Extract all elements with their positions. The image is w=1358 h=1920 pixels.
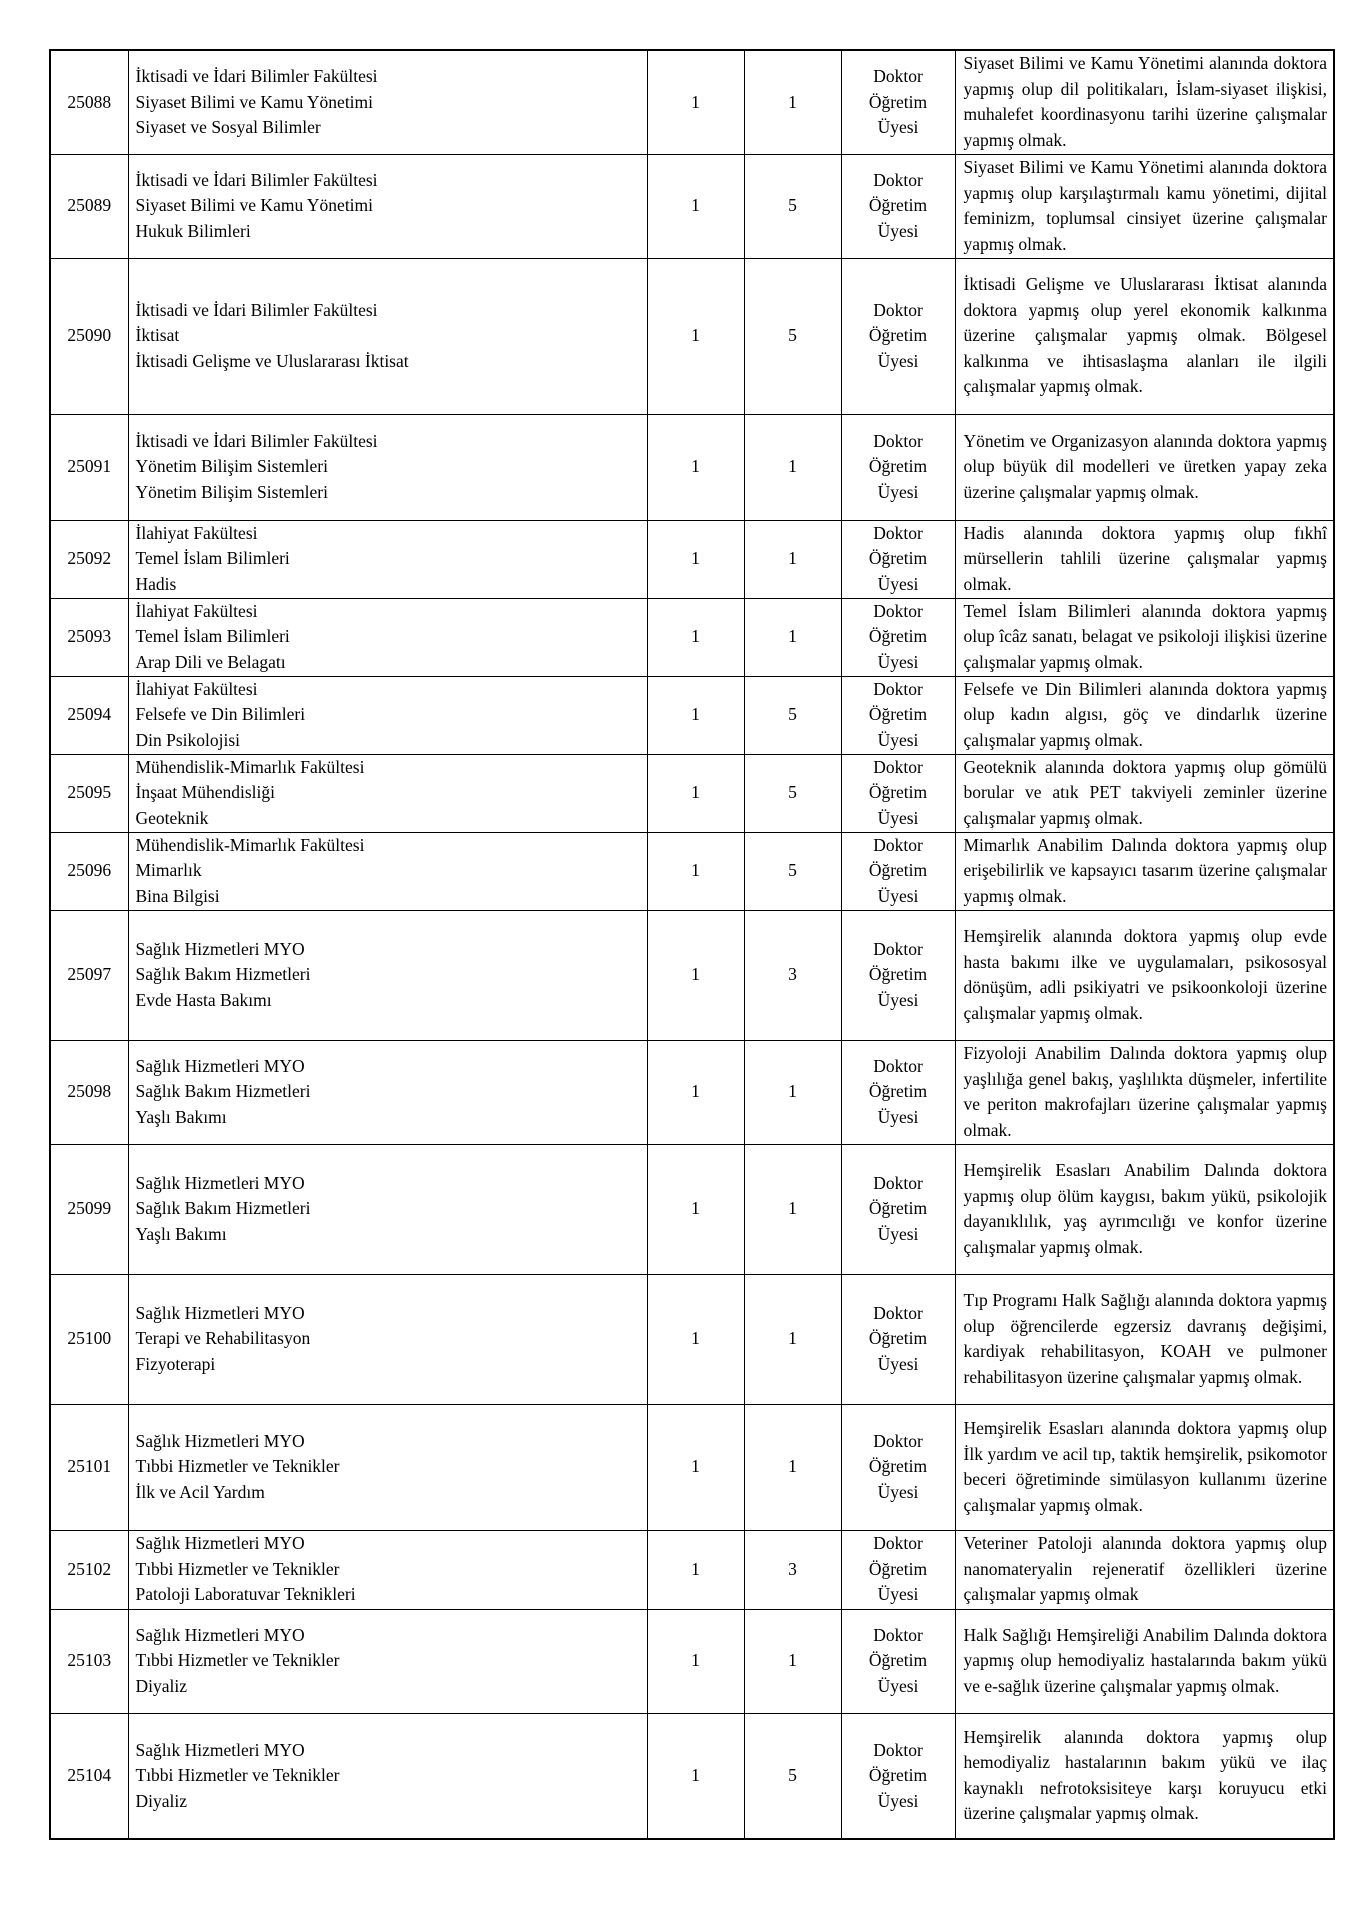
faculty-name: İktisadi ve İdari Bilimler Fakültesi (135, 66, 378, 86)
ilan-code-cell: 25100 (50, 1274, 128, 1404)
division-name: Diyaliz (135, 1675, 188, 1696)
requirement-cell: Geoteknik alanında doktora yapmış olup gömülü borular ve atık PET takviyeli zeminler üzerine çalışmalar yapmış olmak. (955, 754, 1334, 832)
table-row (50, 1274, 1334, 1404)
department-name: Sağlık Bakım Hizmetleri (135, 964, 311, 985)
count-cell: 1 (647, 1144, 744, 1274)
count-cell: 1 (647, 676, 744, 754)
division-name: Bina Bilgisi (135, 885, 220, 906)
faculty-name: Sağlık Hizmetleri MYO (135, 1533, 305, 1554)
title-line-1: Doktor (873, 756, 923, 777)
requirement-cell: Felsefe ve Din Bilimleri alanında doktora yapmış olup kadın algısı, göç ve dindarlık üzerine çalışmalar yapmış olmak. (955, 676, 1334, 754)
department-name: Sağlık Bakım Hizmetleri (135, 1198, 311, 1219)
faculty-name: Sağlık Hizmetleri MYO (135, 1302, 305, 1323)
title-line-3: Üyesi (877, 1353, 919, 1374)
ilan-code-cell: 25094 (50, 676, 128, 754)
department-name: Sağlık Bakım Hizmetleri (135, 1081, 311, 1102)
title-line-2: Öğretim (868, 1198, 928, 1219)
position-table (49, 49, 1335, 1840)
requirement-cell: Hemşirelik alanında doktora yapmış olup hemodiyaliz hastalarının bakım yükü ve ilaç kaynaklı nefrotoksisiteye karşı koruyucu etki üzerine çalışmalar yapmış olmak. (955, 1713, 1334, 1839)
faculty-name: İktisadi ve İdari Bilimler Fakültesi (135, 299, 378, 320)
degree-level-cell: 5 (744, 754, 841, 832)
title-line-1: Doktor (873, 1430, 923, 1451)
title-line-2: Öğretim (868, 860, 928, 881)
title-line-2: Öğretim (868, 456, 928, 477)
division-name: Evde Hasta Bakımı (135, 989, 272, 1010)
degree-level-cell: 1 (744, 50, 841, 154)
division-name: Hukuk Bilimleri (135, 220, 251, 241)
unit-cell (128, 154, 647, 258)
division-name: Geoteknik (135, 807, 209, 828)
faculty-name: İktisadi ve İdari Bilimler Fakültesi (135, 430, 378, 451)
faculty-name: İlahiyat Fakültesi (135, 678, 258, 699)
requirement-cell: Siyaset Bilimi ve Kamu Yönetimi alanında doktora yapmış olup dil politikaları, İslam-siyaset ilişkisi, muhalefet koordinasyonu tarihi üzerine çalışmalar yapmış olmak. (955, 50, 1334, 154)
count-cell: 1 (647, 1040, 744, 1144)
ilan-code-cell: 25088 (50, 50, 128, 154)
title-line-1: Doktor (873, 1302, 923, 1323)
ilan-code-cell: 25092 (50, 520, 128, 598)
title-cell (841, 258, 955, 414)
count-cell: 1 (647, 598, 744, 676)
title-cell (841, 1404, 955, 1530)
requirement-cell: Mimarlık Anabilim Dalında doktora yapmış olup erişebilirlik ve kapsayıcı tasarım üzerine çalışmalar yapmış olmak. (955, 832, 1334, 910)
faculty-name: İlahiyat Fakültesi (135, 522, 258, 543)
unit-cell (128, 520, 647, 598)
title-cell (841, 520, 955, 598)
title-line-3: Üyesi (877, 885, 919, 906)
unit-cell (128, 1530, 647, 1609)
division-name: Hadis (135, 573, 177, 594)
title-line-3: Üyesi (877, 220, 919, 241)
requirement-cell: Yönetim ve Organizasyon alanında doktora yapmış olup büyük dil modelleri ve üretken yapay zeka üzerine çalışmalar yapmış olmak. (955, 414, 1334, 520)
degree-level-cell: 1 (744, 1404, 841, 1530)
requirement-cell: Temel İslam Bilimleri alanında doktora yapmış olup îcâz sanatı, belagat ve psikoloji ilişkisi üzerine çalışmalar yapmış olmak. (955, 598, 1334, 676)
ilan-code-cell: 25102 (50, 1530, 128, 1609)
requirement-cell: Hemşirelik Esasları alanında doktora yapmış olup İlk yardım ve acil tıp, taktik hemşirelik, psikomotor beceri öğretiminde simülasyon kullanımı üzerine çalışmalar yapmış olmak. (955, 1404, 1334, 1530)
requirement-cell: Hemşirelik alanında doktora yapmış olup evde hasta bakımı ilke ve uygulamaları, psikososyal dönüşüm, adli psikiyatri ve psikoonkoloji üzerine çalışmalar yapmış olmak. (955, 910, 1334, 1040)
division-name: Diyaliz (135, 1790, 188, 1811)
degree-level-cell: 1 (744, 520, 841, 598)
title-line-3: Üyesi (877, 1223, 919, 1244)
table-row (50, 414, 1334, 520)
faculty-name: Sağlık Hizmetleri MYO (135, 1172, 305, 1193)
unit-cell (128, 1713, 647, 1839)
degree-level-cell: 1 (744, 1609, 841, 1713)
department-name: Siyaset Bilimi ve Kamu Yönetimi (135, 91, 374, 112)
division-name: Fizyoterapi (135, 1353, 216, 1374)
degree-level-cell: 1 (744, 414, 841, 520)
division-name: İlk ve Acil Yardım (135, 1481, 265, 1502)
title-cell (841, 1713, 955, 1839)
title-line-3: Üyesi (877, 989, 919, 1010)
department-name: Tıbbi Hizmetler ve Teknikler (135, 1650, 340, 1671)
division-name: Siyaset ve Sosyal Bilimler (135, 117, 321, 137)
division-name: Yaşlı Bakımı (135, 1106, 227, 1127)
title-line-3: Üyesi (877, 1106, 919, 1127)
title-line-1: Doktor (873, 834, 923, 855)
division-name: Arap Dili ve Belagatı (135, 651, 286, 672)
title-line-3: Üyesi (877, 481, 919, 502)
degree-level-cell: 1 (744, 598, 841, 676)
title-line-3: Üyesi (877, 350, 919, 371)
count-cell: 1 (647, 154, 744, 258)
ilan-code-cell: 25104 (50, 1713, 128, 1839)
table-row (50, 520, 1334, 598)
title-line-3: Üyesi (877, 573, 919, 594)
faculty-name: İktisadi ve İdari Bilimler Fakültesi (135, 169, 378, 190)
faculty-name: Mühendislik-Mimarlık Fakültesi (135, 834, 365, 855)
table-row (50, 598, 1334, 676)
title-cell (841, 1609, 955, 1713)
count-cell: 1 (647, 832, 744, 910)
department-name: Tıbbi Hizmetler ve Teknikler (135, 1456, 340, 1477)
title-line-3: Üyesi (877, 117, 919, 137)
title-line-1: Doktor (873, 1055, 923, 1076)
table-row (50, 1144, 1334, 1274)
ilan-code-cell: 25093 (50, 598, 128, 676)
table-row (50, 1713, 1334, 1839)
title-line-3: Üyesi (877, 1790, 919, 1811)
degree-level-cell: 1 (744, 1144, 841, 1274)
count-cell: 1 (647, 754, 744, 832)
title-line-3: Üyesi (877, 1584, 919, 1605)
department-name: Tıbbi Hizmetler ve Teknikler (135, 1558, 340, 1579)
table-row (50, 1404, 1334, 1530)
count-cell: 1 (647, 1404, 744, 1530)
title-line-2: Öğretim (868, 704, 928, 725)
count-cell: 1 (647, 1713, 744, 1839)
requirement-cell: Hadis alanında doktora yapmış olup fıkhî mürsellerin tahlili üzerine çalışmalar yapmış olmak. (955, 520, 1334, 598)
title-cell (841, 414, 955, 520)
title-cell (841, 1040, 955, 1144)
degree-level-cell: 1 (744, 1040, 841, 1144)
title-line-1: Doktor (873, 1624, 923, 1645)
table-row (50, 258, 1334, 414)
title-cell (841, 1144, 955, 1274)
department-name: Terapi ve Rehabilitasyon (135, 1328, 311, 1349)
title-line-2: Öğretim (868, 782, 928, 803)
unit-cell (128, 1274, 647, 1404)
title-line-2: Öğretim (868, 1558, 928, 1579)
unit-cell (128, 598, 647, 676)
unit-cell (128, 1040, 647, 1144)
ilan-code-cell: 25098 (50, 1040, 128, 1144)
title-cell (841, 1274, 955, 1404)
requirement-cell: Halk Sağlığı Hemşireliği Anabilim Dalında doktora yapmış olup hemodiyaliz hastalarında bakım yükü ve e-sağlık üzerine çalışmalar yapmış olmak. (955, 1609, 1334, 1713)
table-row (50, 154, 1334, 258)
degree-level-cell: 5 (744, 676, 841, 754)
ilan-code-cell: 25097 (50, 910, 128, 1040)
department-name: İktisat (135, 325, 180, 346)
unit-cell (128, 754, 647, 832)
title-line-2: Öğretim (868, 626, 928, 647)
ilan-code-cell: 25089 (50, 154, 128, 258)
faculty-name: Sağlık Hizmetleri MYO (135, 1055, 305, 1076)
requirement-cell: Fizyoloji Anabilim Dalında doktora yapmış olup yaşlılığa genel bakış, yaşlılıkta düşmeler, infertilite ve periton makrofajları üzerine çalışmalar yapmış olmak. (955, 1040, 1334, 1144)
ilan-code-cell: 25091 (50, 414, 128, 520)
department-name: Temel İslam Bilimleri (135, 626, 290, 647)
degree-level-cell: 5 (744, 1713, 841, 1839)
department-name: Temel İslam Bilimleri (135, 548, 290, 569)
title-line-2: Öğretim (868, 91, 928, 112)
title-cell (841, 754, 955, 832)
table-row (50, 1530, 1334, 1609)
title-line-2: Öğretim (868, 1081, 928, 1102)
title-line-2: Öğretim (868, 195, 928, 216)
department-name: Felsefe ve Din Bilimleri (135, 704, 306, 725)
requirement-cell: Tıp Programı Halk Sağlığı alanında doktora yapmış olup öğrencilerde egzersiz davranış değişimi, kardiyak rehabilitasyon, KOAH ve pulmoner rehabilitasyon üzerine çalışmalar yapmış olmak. (955, 1274, 1334, 1404)
ilan-code-cell: 25099 (50, 1144, 128, 1274)
count-cell: 1 (647, 1609, 744, 1713)
division-name: Din Psikolojisi (135, 729, 241, 750)
requirement-cell: Veteriner Patoloji alanında doktora yapmış olup nanomateryalin rejeneratif özellikleri üzerine çalışmalar yapmış olmak (955, 1530, 1334, 1609)
title-line-1: Doktor (873, 299, 923, 320)
document-page (49, 49, 1333, 1840)
ilan-code-cell: 25101 (50, 1404, 128, 1530)
table-row (50, 832, 1334, 910)
department-name: Yönetim Bilişim Sistemleri (135, 456, 328, 477)
title-line-3: Üyesi (877, 807, 919, 828)
requirement-cell: Hemşirelik Esasları Anabilim Dalında doktora yapmış olup ölüm kaygısı, bakım yükü, psikolojik dayanıklılık, yaş ayrımcılığı ve konfor üzerine çalışmalar yapmış olmak. (955, 1144, 1334, 1274)
count-cell: 1 (647, 520, 744, 598)
faculty-name: Sağlık Hizmetleri MYO (135, 1739, 305, 1760)
unit-cell (128, 1404, 647, 1530)
unit-cell (128, 1609, 647, 1713)
count-cell: 1 (647, 414, 744, 520)
title-line-1: Doktor (873, 1172, 923, 1193)
title-line-2: Öğretim (868, 325, 928, 346)
table-body (50, 50, 1334, 1839)
count-cell: 1 (647, 1274, 744, 1404)
degree-level-cell: 3 (744, 1530, 841, 1609)
title-line-2: Öğretim (868, 1650, 928, 1671)
count-cell: 1 (647, 50, 744, 154)
title-line-1: Doktor (873, 66, 923, 86)
ilan-code-cell: 25103 (50, 1609, 128, 1713)
division-name: Yaşlı Bakımı (135, 1223, 227, 1244)
title-line-3: Üyesi (877, 1481, 919, 1502)
title-cell (841, 598, 955, 676)
title-line-3: Üyesi (877, 1675, 919, 1696)
table-row (50, 1609, 1334, 1713)
faculty-name: Sağlık Hizmetleri MYO (135, 938, 305, 959)
title-line-1: Doktor (873, 938, 923, 959)
unit-cell (128, 414, 647, 520)
title-cell (841, 832, 955, 910)
department-name: Tıbbi Hizmetler ve Teknikler (135, 1765, 340, 1785)
faculty-name: Sağlık Hizmetleri MYO (135, 1430, 305, 1451)
title-line-1: Doktor (873, 600, 923, 621)
table-row (50, 910, 1334, 1040)
title-line-1: Doktor (873, 522, 923, 543)
ilan-code-cell: 25095 (50, 754, 128, 832)
ilan-code-cell: 25090 (50, 258, 128, 414)
degree-level-cell: 5 (744, 154, 841, 258)
title-line-1: Doktor (873, 430, 923, 451)
degree-level-cell: 1 (744, 1274, 841, 1404)
count-cell: 1 (647, 1530, 744, 1609)
table-row (50, 50, 1334, 154)
count-cell: 1 (647, 258, 744, 414)
unit-cell (128, 258, 647, 414)
title-line-1: Doktor (873, 678, 923, 699)
title-cell (841, 1530, 955, 1609)
unit-cell (128, 832, 647, 910)
title-cell (841, 910, 955, 1040)
degree-level-cell: 5 (744, 832, 841, 910)
title-line-1: Doktor (873, 169, 923, 190)
title-line-2: Öğretim (868, 548, 928, 569)
title-line-2: Öğretim (868, 1765, 928, 1785)
unit-cell (128, 910, 647, 1040)
title-cell (841, 676, 955, 754)
division-name: Yönetim Bilişim Sistemleri (135, 481, 328, 502)
unit-cell (128, 50, 647, 154)
faculty-name: İlahiyat Fakültesi (135, 600, 258, 621)
faculty-name: Mühendislik-Mimarlık Fakültesi (135, 756, 365, 777)
table-row (50, 676, 1334, 754)
title-line-1: Doktor (873, 1533, 923, 1554)
division-name: İktisadi Gelişme ve Uluslararası İktisat (135, 350, 409, 371)
department-name: İnşaat Mühendisliği (135, 782, 275, 803)
title-line-2: Öğretim (868, 1328, 928, 1349)
ilan-code-cell: 25096 (50, 832, 128, 910)
table-row (50, 754, 1334, 832)
degree-level-cell: 3 (744, 910, 841, 1040)
department-name: Siyaset Bilimi ve Kamu Yönetimi (135, 195, 374, 216)
degree-level-cell: 5 (744, 258, 841, 414)
title-line-2: Öğretim (868, 1456, 928, 1477)
title-line-1: Doktor (873, 1739, 923, 1760)
unit-cell (128, 676, 647, 754)
title-cell (841, 50, 955, 154)
requirement-cell: İktisadi Gelişme ve Uluslararası İktisat alanında doktora yapmış olup yerel ekonomik kalkınma üzerine çalışmalar yapmış olmak. Bölgesel kalkınma ve ihtisaslaşma alanları ile ilgili çalışmalar yapmış olmak. (955, 258, 1334, 414)
title-line-2: Öğretim (868, 964, 928, 985)
department-name: Mimarlık (135, 860, 202, 881)
requirement-cell: Siyaset Bilimi ve Kamu Yönetimi alanında doktora yapmış olup karşılaştırmalı kamu yönetimi, dijital feminizm, toplumsal cinsiyet üzerine çalışmalar yapmış olmak. (955, 154, 1334, 258)
title-cell (841, 154, 955, 258)
title-line-3: Üyesi (877, 651, 919, 672)
faculty-name: Sağlık Hizmetleri MYO (135, 1624, 305, 1645)
table-row (50, 1040, 1334, 1144)
division-name: Patoloji Laboratuvar Teknikleri (135, 1584, 356, 1605)
count-cell: 1 (647, 910, 744, 1040)
unit-cell (128, 1144, 647, 1274)
title-line-3: Üyesi (877, 729, 919, 750)
